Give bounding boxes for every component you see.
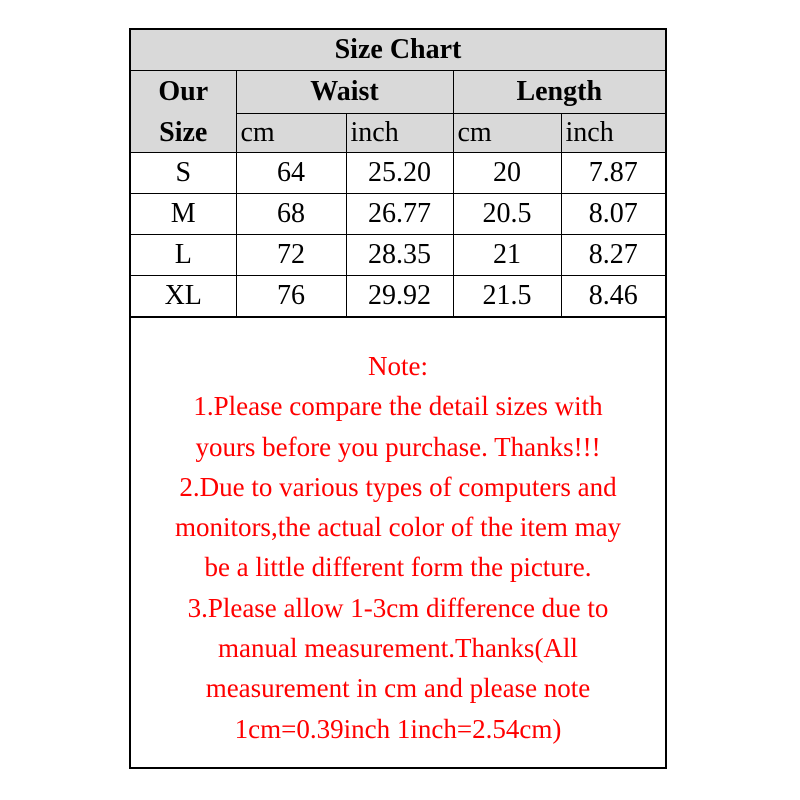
note-line: 2.Due to various types of computers and (179, 471, 617, 502)
length-inch-cell: 8.07 (561, 194, 665, 235)
size-cell: L (131, 235, 236, 276)
size-table (131, 30, 665, 317)
length-inch-cell: 8.46 (561, 276, 665, 317)
unit-waist-cm: cm (236, 114, 346, 153)
unit-waist-inch: inch (346, 114, 453, 153)
waist-inch-cell: 29.92 (346, 276, 453, 317)
waist-inch-cell: 28.35 (346, 235, 453, 276)
length-inch-cell: 8.27 (561, 235, 665, 276)
length-cm-cell: 21 (453, 235, 561, 276)
note-line: 3.Please allow 1-3cm difference due to (187, 592, 609, 623)
size-chart (129, 28, 667, 769)
note-heading: Note: (368, 351, 428, 381)
note-line: yours before you purchase. Thanks!!! (195, 431, 601, 462)
chart-title: Size Chart (131, 30, 665, 71)
length-cm-cell: 21.5 (453, 276, 561, 317)
unit-length-cm: cm (453, 114, 561, 153)
note-line: manual measurement.Thanks(All (218, 633, 578, 664)
length-cm-cell: 20 (453, 153, 561, 194)
note-line: 1cm=0.39inch 1inch=2.54cm) (234, 713, 562, 744)
size-cell: S (131, 153, 236, 194)
table-row (131, 153, 665, 194)
note-line: measurement in cm and please note (205, 673, 591, 704)
size-cell: M (131, 194, 236, 235)
note-line: 1.Please compare the detail sizes with (193, 391, 603, 422)
table-row (131, 194, 665, 235)
waist-header: Waist (236, 71, 453, 114)
waist-cm-cell: 64 (236, 153, 346, 194)
waist-cm-cell: 72 (236, 235, 346, 276)
note-line: be a little different form the picture. (204, 552, 592, 583)
waist-cm-cell: 76 (236, 276, 346, 317)
unit-length-inch: inch (561, 114, 665, 153)
table-row (131, 276, 665, 317)
waist-cm-cell: 68 (236, 194, 346, 235)
waist-inch-cell: 25.20 (346, 153, 453, 194)
size-header-top: Our (131, 71, 236, 114)
size-header-bottom: Size (131, 114, 236, 153)
length-cm-cell: 20.5 (453, 194, 561, 235)
length-header: Length (453, 71, 665, 114)
size-cell: XL (131, 276, 236, 317)
table-row (131, 235, 665, 276)
length-inch-cell: 7.87 (561, 153, 665, 194)
waist-inch-cell: 26.77 (346, 194, 453, 235)
note-line: monitors,the actual color of the item may (174, 512, 622, 543)
note-block (131, 317, 665, 749)
